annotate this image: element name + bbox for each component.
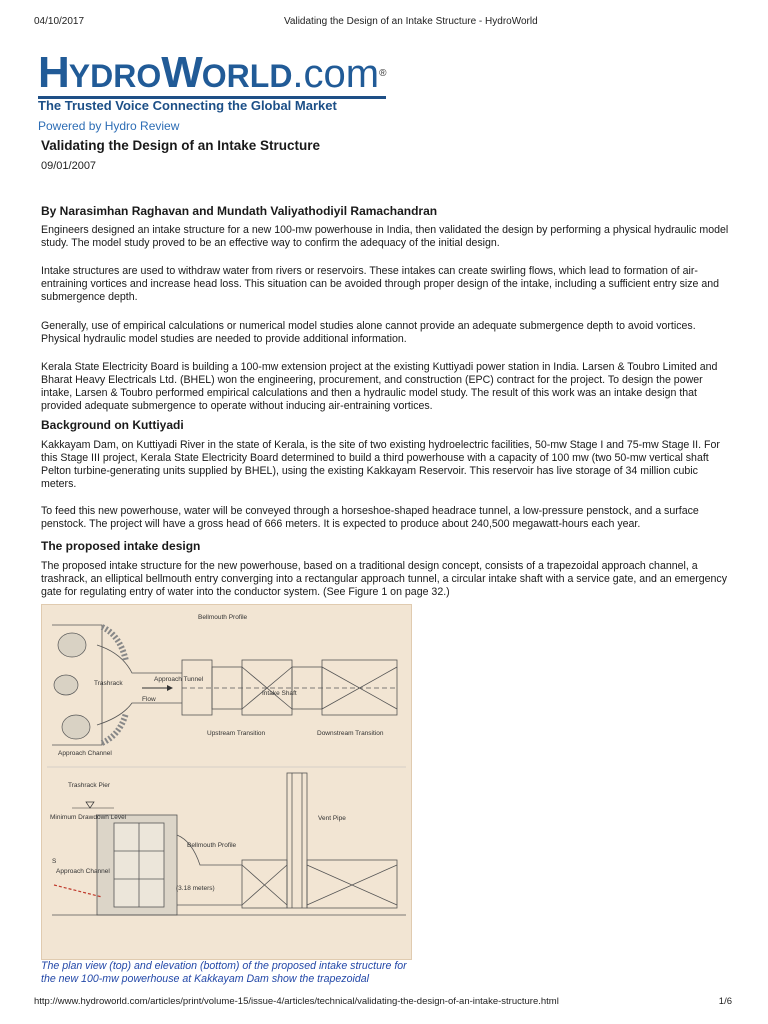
paragraph-kakkayam-dam: Kakkayam Dam, on Kuttiyadi River in the state of Kerala, is the site of two existing hydroelectric facilities, 50-mw Stage I and 75-mw Stage II. For this Stage III project, Kerala State Electricity Board determined to build a third powerhouse with a capacity of 100 mw (two 50-mw vertical shaft Pelton turbine-generating units supplied by BHEL), using the existing Kakkayam Reservoir. This reservoir has live storage of 34 million cubic meters. — [41, 439, 720, 490]
label-downstream-transition: Downstream Transition — [317, 730, 384, 737]
footer-page-number: 1/6 — [718, 996, 732, 1007]
label-bellmouth-profile-elev: Bellmouth Profile — [187, 842, 237, 849]
paragraph-model-studies: Generally, use of empirical calculations or numerical model studies alone cannot provide an adequate submergence depth to avoid vortices. Physical hydraulic model studies are needed to provide additional information. — [41, 320, 696, 345]
site-tagline: The Trusted Voice Connecting the Global Market — [38, 98, 337, 113]
label-flow: Flow — [142, 696, 156, 703]
figure-intake-structure — [41, 604, 412, 960]
logo-registered-mark: ® — [379, 68, 387, 79]
logo-suffix: .com — [292, 52, 380, 96]
heading-background: Background on Kuttiyadi — [41, 418, 184, 432]
paragraph-intro: Engineers designed an intake structure for a new 100-mw powerhouse in India, then validated the design by performing a physical hydraulic model study. The model study proved to be an effective way to confirm the adequacy of the initial design. — [41, 224, 729, 249]
article-byline: By Narasimhan Raghavan and Mundath Valiyathodiyil Ramachandran — [41, 204, 438, 218]
logo-letter-w: W — [161, 48, 202, 97]
label-approach-channel-elev: Approach Channel — [56, 868, 110, 875]
intake-drawing — [42, 605, 411, 959]
article-date: 09/01/2007 — [41, 160, 97, 172]
label-trashrack: Trashrack — [94, 680, 123, 687]
logo-letter-h: H — [38, 48, 69, 97]
label-trashrack-pier: Trashrack Pier — [68, 782, 111, 789]
label-vent-pipe: Vent Pipe — [318, 815, 346, 822]
print-date: 04/10/2017 — [34, 16, 85, 27]
print-page-title: Validating the Design of an Intake Structure - HydroWorld — [284, 16, 538, 27]
label-approach-tunnel: Approach Tunnel — [154, 676, 204, 683]
label-s: S — [52, 858, 57, 865]
paragraph-kerala-project: Kerala State Electricity Board is building a 100-mw extension project at the existing Kuttiyadi power station in India. Larsen & Toubro Limited and Bharat Heavy Electricals Ltd. (BHEL) won the engineering, procurement, and construction (EPC) contract for the project. To design the power intake, Larsen & Toubro performed empirical calculations and then a hydraulic model study. The result of this work was an intake design that provided adequate submergence to operate without inducing air-entraining vortices. — [41, 361, 718, 412]
label-intake-shaft: Intake Shaft — [262, 690, 297, 697]
footer-url[interactable]: http://www.hydroworld.com/articles/print/volume-15/issue-4/articles/technical/validating-the-design-of-an-intake-structure.html — [34, 996, 559, 1007]
article-title: Validating the Design of an Intake Structure — [41, 138, 321, 153]
label-approach-channel-top: Approach Channel — [58, 750, 112, 757]
figure-caption: The plan view (top) and elevation (bottom) of the proposed intake structure for the new 100-mw powerhouse at Kakkayam Dam show the trapezoidal — [41, 960, 407, 985]
powered-by-link[interactable]: Powered by Hydro Review — [38, 119, 180, 133]
paragraph-powerhouse-feed: To feed this new powerhouse, water will be conveyed through a horseshoe-shaped headrace tunnel, a low-pressure penstock, and a surface penstock. The project will have a gross head of 666 meters. It is expected to produce about 240,500 megawatt-hours each year. — [41, 505, 699, 530]
heading-proposed-design: The proposed intake design — [41, 539, 201, 553]
paragraph-proposed-design: The proposed intake structure for the new powerhouse, based on a traditional design concept, consists of a trapezoidal approach channel, a trashrack, an elliptical bellmouth entry converging into a rectangular approach tunnel, a circular intake shaft with a service gate, and an emergency gate for regulating entry of water into the conductor system. (See Figure 1 on page 32.) — [41, 560, 728, 598]
paragraph-intake-structures: Intake structures are used to withdraw water from rivers or reservoirs. These intakes can create swirling flows, which lead to formation of air-entraining vortices and increase head loss. This situation can be avoided through proper design of the intake, including a sufficient entry size and submergence depth. — [41, 265, 720, 303]
label-minimum-drawdown-level: Minimum Drawdown Level — [50, 814, 127, 821]
logo-text-ydro: YDRO — [68, 58, 162, 94]
label-bellmouth-profile: Bellmouth Profile — [198, 614, 248, 621]
logo-text-orld: ORLD — [201, 58, 293, 94]
hydroworld-logo[interactable] — [38, 48, 387, 99]
label-upstream-transition: Upstream Transition — [207, 730, 266, 737]
label-dimension: (3.18 meters) — [176, 885, 215, 892]
